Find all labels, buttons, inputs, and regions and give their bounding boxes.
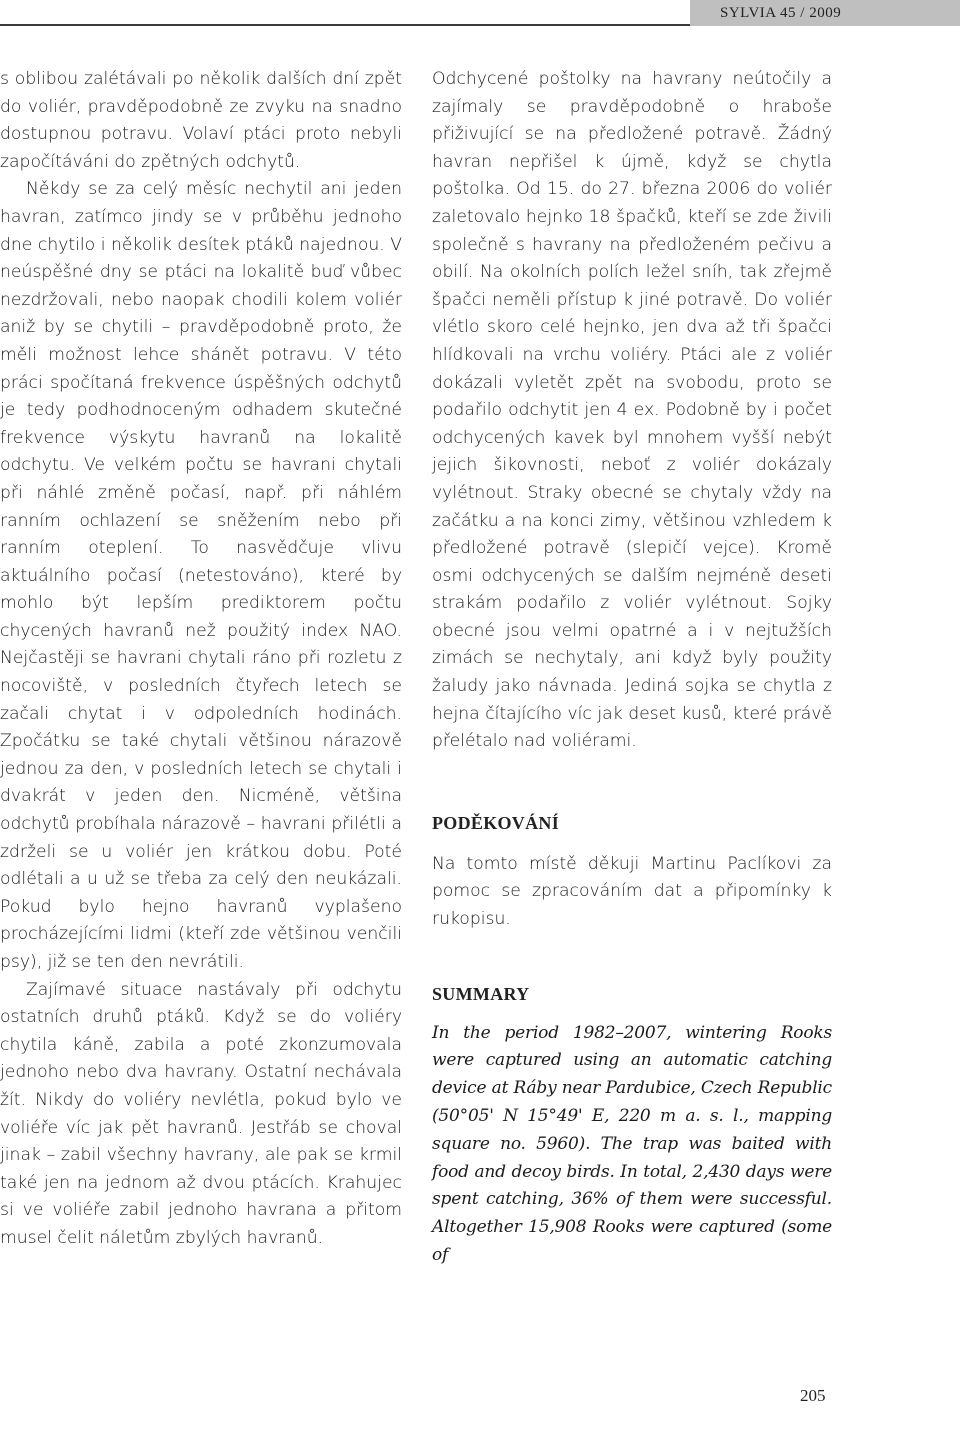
header-rule bbox=[0, 24, 690, 26]
paragraph: Odchycené poštolky na havrany neútočily a zajímaly se pravděpodobně o hraboše přiživující se na předložené potravě. Žádný havran nepřišel k újmě, když se chytla poštolka. Od 15. do 27. března 2006 do voliér zaletovalo hejnko 18 špačků, kteří se zde živili společně s havrany na předloženém pečivu a obilí. Na okolních polích ležel sníh, tak zřejmě špačci neměli přístup k jiné potravě. Do voliér vlétlo skoro celé hejnko, jen dva až tři špačci hlídkovali na vrchu voliéry. Ptáci ale z voliér dokázali vyletět zpět na svobodu, proto se podařilo odchytit jen 4 ex. Podobně by i počet odchycených kavek byl mnohem vyšší nebýt jejich šikovnosti, neboť z voliér dokázaly vylétnout. Straky obecné se chytaly vždy na začátku a na konci zimy, většinou vzhledem k předložené potravě (slepičí vejce). Kromě osmi odchycených se dalším nejméně deseti strakám podařilo z voliér vylétnout. Sojky obecné jsou velmi opatrné a i v nejtužších zimách se nechytaly, ani když byly použity žaludy jako návnada. Jediná sojka se chytla z hejna čítajícího víc jak deset kusů, které právě přelétalo nad voliérami. bbox=[432, 69, 832, 752]
page-number: 205 bbox=[800, 1386, 826, 1405]
paragraph: Zajímavé situace nastávaly při odchytu ostatních druhů ptáků. Když se do voliéry chytila káně, zabila a poté zkonzumovala jednoho nebo dva havrany. Ostatní nechávala žít. Nikdy do voliéry nevlétla, pokud bylo ve voliéře víc jak pět havranů. Jestřáb se choval jinak – zabil všechny havrany, ale pak se krmil také jen na jednom až dvou ptácích. Krahujec si ve voliéře zabil jednoho havrana a přitom musel čelit náletům zbylých havranů. bbox=[0, 979, 402, 1248]
left-column bbox=[0, 66, 402, 1253]
acknowledgement-heading: PODĚKOVÁNÍ bbox=[432, 812, 560, 833]
journal-tag: SYLVIA 45 / 2009 bbox=[690, 0, 960, 26]
summary-text: In the period 1982–2007, wintering Rooks were captured using an automatic catching device at Ráby near Pardubice, Czech Republic (50°05' N 15°49' E, 220 m a. s. l., mapping square no. 5960). The trap was baited with food and decoy birds. In total, 2,430 days were spent catching, 36% of them were successful. Altogether 15,908 Rooks were captured (some of bbox=[432, 1022, 832, 1265]
acknowledgement-text: Na tomto místě děkuji Martinu Paclíkovi za pomoc se zpracováním dat a připomínky k rukopisu. bbox=[432, 853, 832, 930]
summary-heading: SUMMARY bbox=[432, 983, 530, 1004]
paragraph: Někdy se za celý měsíc nechytil ani jeden havran, zatímco jindy se v průběhu jednoho dne chytilo i několik desítek ptáků najednou. V neúspěšné dny se ptáci na lokalitě buď vůbec nezdržovali, nebo naopak chodili kolem voliér aniž by se chytili – pravděpodobně proto, že měli možnost lehce shánět potravu. V této práci spočítaná frekvence úspěšných odchytů je tedy podhodnoceným odhadem skutečné frekvence výskytu havranů na lokalitě odchytu. Ve velkém počtu se havrani chytali při náhlé změně počasí, např. při náhlém ranním ochlazení se sněžením nebo při ranním oteplení. To nasvědčuje vlivu aktuálního počasí (netestováno), které by mohlo být lepším prediktorem počtu chycených havranů než použitý index NAO. Nejčastěji se havrani chytali ráno při rozletu z nocoviště, v posledních čtyřech letech se začali chytat i v odpoledních hodinách. Zpočátku se také chytali většinou nárazově jednou za den, v posledních letech se chytali i dvakrát v jeden den. Nicméně, většina odchytů probíhala nárazově – havrani přilétli a zdrželi se u voliér jen krátkou dobu. Poté odlétali a u už se třeba za celý den neukázali. Pokud bylo hejno havranů vyplašeno procházejícími lidmi (kteří zde většinou venčili psy), již se ten den nevrátili. bbox=[0, 179, 402, 972]
right-column bbox=[432, 66, 832, 1270]
running-header bbox=[0, 0, 960, 26]
paragraph: s oblibou zalétávali po několik dalších dní zpět do voliér, pravděpodobně ze zvyku na snadno dostupnou potravu. Volaví ptáci proto nebyli započítáváni do zpětných odchytů. bbox=[0, 69, 402, 172]
